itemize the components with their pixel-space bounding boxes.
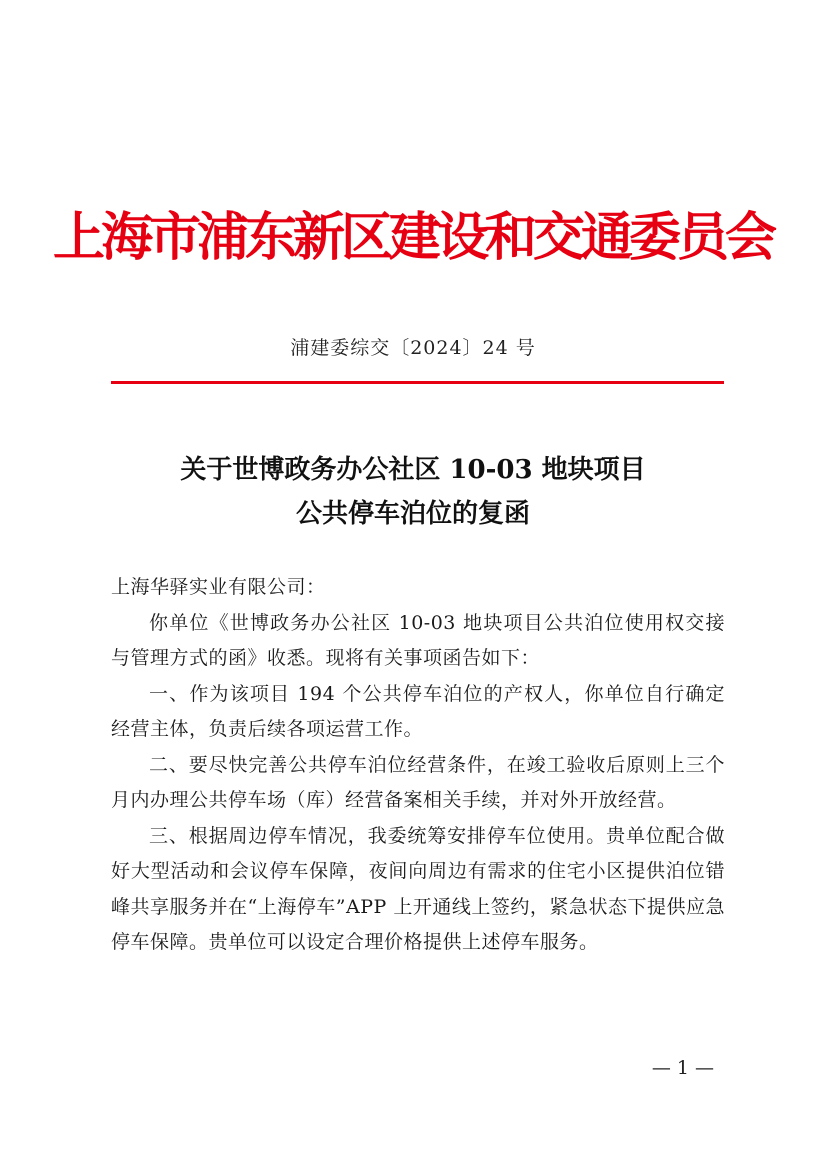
body-paragraph: 一、作为该项目 194 个公共停车泊位的产权人，你单位自行确定经营主体，负责后续各项运营工作。 — [111, 682, 725, 740]
letterhead-issuer: 上海市浦东新区建设和交通委员会 — [52, 207, 773, 268]
body-paragraph: 二、要尽快完善公共停车泊位经营条件，在竣工验收后原则上三个月内办理公共停车场（库）经营备案相关手续，并对外开放经营。 — [111, 753, 725, 811]
page-number: — 1 — — [651, 1057, 714, 1079]
red-divider — [111, 381, 724, 384]
salutation: 上海华驿实业有限公司： — [111, 576, 326, 598]
document-body — [111, 570, 725, 961]
document-title — [0, 448, 826, 536]
body-paragraph: 三、根据周边停车情况，我委统筹安排停车位使用。贵单位配合做好大型活动和会议停车保障，夜间向周边有需求的住宅小区提供泊位错峰共享服务并在“上海停车”APP 上开通线上签约，紧急状态下提供应急停车保障。贵单位可以设定合理价格提供上述停车服务。 — [111, 824, 725, 953]
title-line-2: 公共停车泊位的复函 — [295, 499, 530, 529]
document-number: 浦建委综交〔2024〕24 号 — [290, 337, 536, 359]
title-line-1: 关于世博政务办公社区 10-03 地块项目 — [180, 455, 646, 485]
body-paragraph: 你单位《世博政务办公社区 10-03 地块项目公共泊位使用权交接与管理方式的函》收悉。现将有关事项函告如下： — [111, 611, 725, 669]
